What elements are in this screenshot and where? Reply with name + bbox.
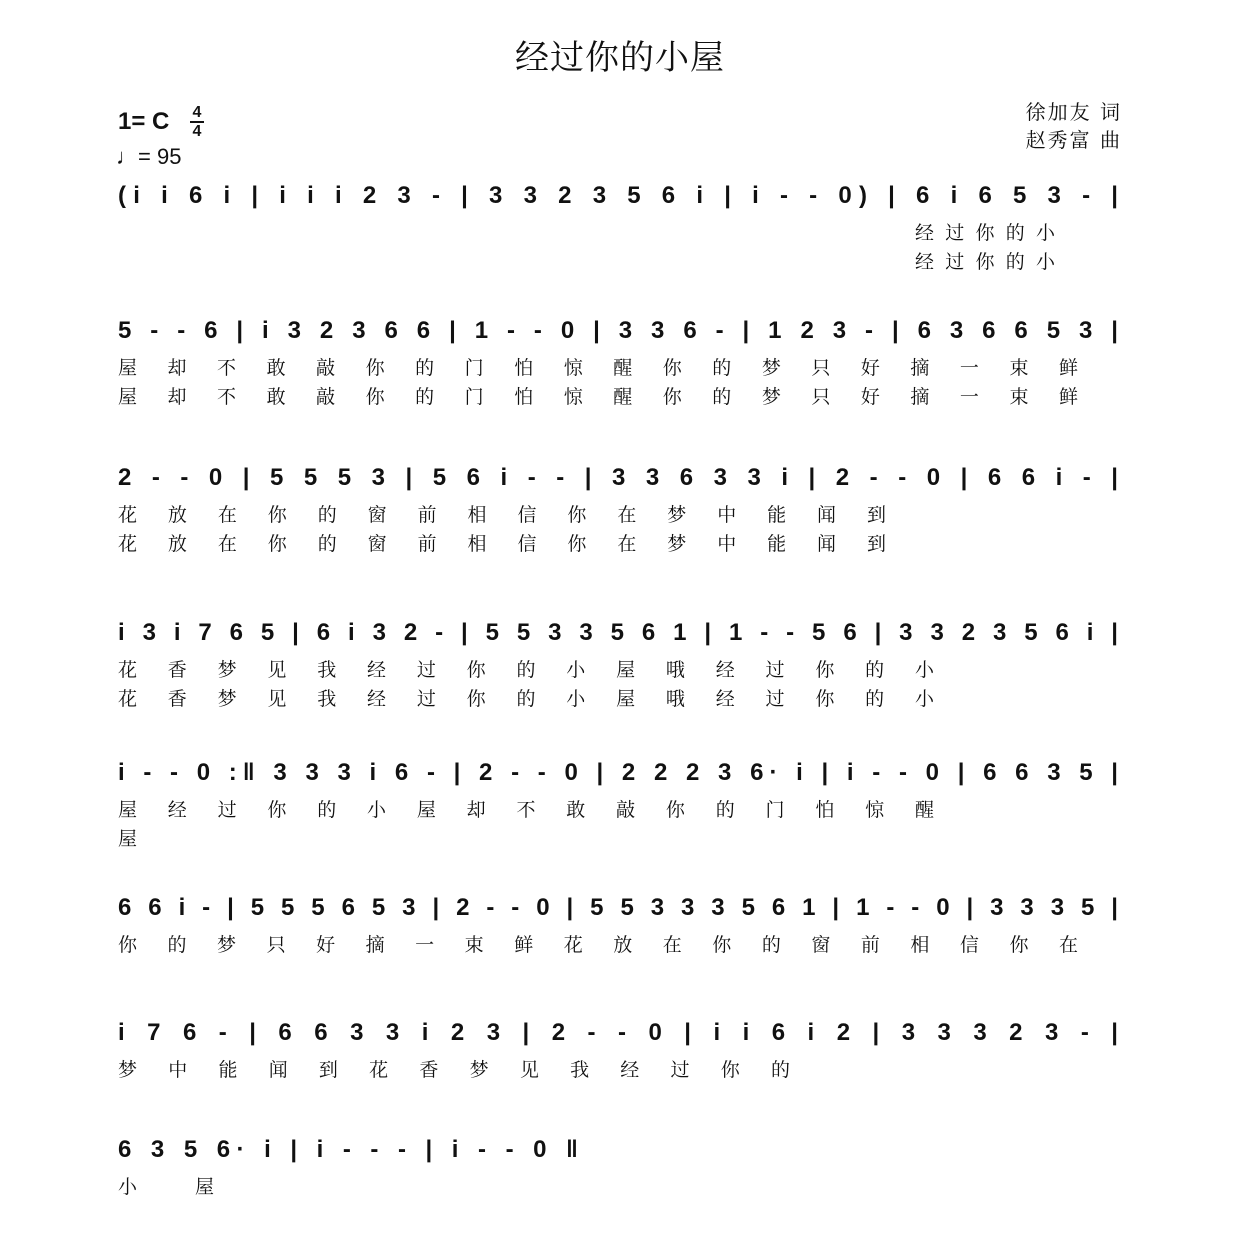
- lyric-line: 屋: [118, 828, 138, 850]
- notation-row: i 3 i 7 6 5 | 6 i 3 2 - | 5 5 3 3 5 6 1 | 1 - - 5 6 | 3 3 2 3 5 6 i |: [118, 619, 1119, 646]
- lyric-line: 梦 中 能 闻 到 花 香 梦 见 我 经 过 你 的: [118, 1059, 790, 1081]
- lyricist-credit: 徐加友 词: [1025, 100, 1122, 124]
- key-signature: 1= C: [118, 108, 170, 135]
- lyric-line: 你 的 梦 只 好 摘 一 束 鲜 花 放 在 你 的 窗 前 相 信 你 在: [118, 934, 1079, 956]
- lyric-line: 屋 经 过 你 的 小 屋 却 不 敢 敲 你 的 门 怕 惊 醒: [118, 799, 934, 821]
- notation-row: 2 - - 0 | 5 5 5 3 | 5 6 i - - | 3 3 6 3 3 i | 2 - - 0 | 6 6 i - |: [118, 464, 1118, 491]
- notation-row: 6 3 5 6· i | i - - - | i - - 0 ‖: [118, 1136, 578, 1163]
- notation-row: 6 6 i - | 5 5 5 6 5 3 | 2 - - 0 | 5 5 3 3 3 5 6 1 | 1 - - 0 | 3 3 3 5 |: [118, 894, 1119, 921]
- notation-row: i 7 6 - | 6 6 3 3 i 2 3 | 2 - - 0 | i i 6 i 2 | 3 3 3 2 3 - |: [118, 1019, 1119, 1046]
- lyric-line: 花 放 在 你 的 窗 前 相 信 你 在 梦 中 能 闻 到: [118, 533, 887, 555]
- notation-row: i - - 0 :‖ 3 3 3 i 6 - | 2 - - 0 | 2 2 2 3 6· i | i - - 0 | 6 6 3 5 |: [118, 759, 1118, 786]
- lyric-line: 经 过 你 的 小: [915, 222, 1055, 244]
- song-title: 经过你的小屋: [515, 38, 725, 78]
- composer-credit: 赵秀富 曲: [1025, 128, 1122, 152]
- tempo-marking: ♩= 95: [116, 144, 182, 169]
- lyric-line: 花 放 在 你 的 窗 前 相 信 你 在 梦 中 能 闻 到: [118, 504, 887, 526]
- notation-row: (i i 6 i | i i i 2 3 - | 3 3 2 3 5 6 i | i - - 0) | 6 i 6 5 3 - |: [118, 182, 1118, 209]
- notation-row: 5 - - 6 | i 3 2 3 6 6 | 1 - - 0 | 3 3 6 - | 1 2 3 - | 6 3 6 6 5 3 |: [118, 317, 1118, 344]
- lyric-line: 经 过 你 的 小: [915, 251, 1055, 273]
- lyric-line: 花 香 梦 见 我 经 过 你 的 小 屋 哦 经 过 你 的 小: [118, 688, 934, 710]
- lyric-line: 屋 却 不 敢 敲 你 的 门 怕 惊 醒 你 的 梦 只 好 摘 一 束 鲜: [118, 357, 1079, 379]
- lyric-line: 小 屋: [118, 1176, 214, 1198]
- time-signature-bottom: 4: [192, 123, 202, 140]
- time-signature-top: 4: [192, 104, 202, 121]
- lyric-line: 屋 却 不 敢 敲 你 的 门 怕 惊 醒 你 的 梦 只 好 摘 一 束 鲜: [118, 386, 1079, 408]
- lyric-line: 花 香 梦 见 我 经 过 你 的 小 屋 哦 经 过 你 的 小: [118, 659, 934, 681]
